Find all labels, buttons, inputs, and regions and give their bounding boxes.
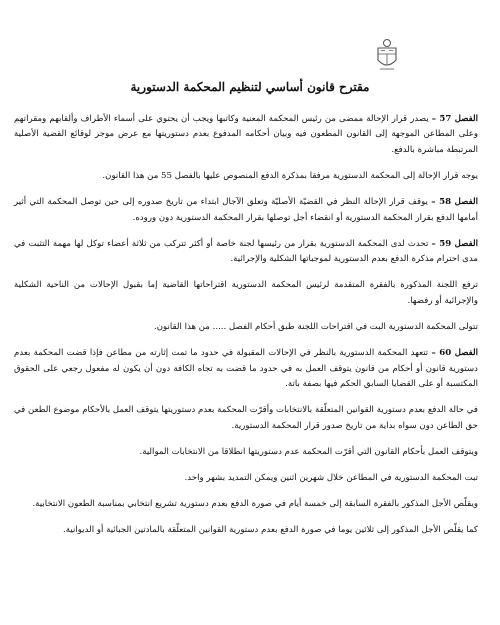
paragraph-text: يوجه قرار الإحالة إلى المحكمة الدستورية مرفقا بمذكرة الدفع المنصوص عليها بالفصل 55 من هذا القانون.: [102, 171, 478, 182]
paragraph-article-59: [14, 237, 478, 268]
document-title: مقترح قانون أساسي لتنظيم المحكمة الدستورية: [130, 80, 370, 94]
paragraph-text: تتعهد المحكمة الدستورية بالنظر في الإحالات المقبولة في حدود ما تمت إثارته من مطاعن فإذا قضت المحكمة بعدم دستورية قانون أو أحكام من قانون يتوقف العمل به في حدود ما قضت به تجاه الكافة دون أن يكون له مفعول رجعي على الحقوق المكتسبة أو على القضايا السابق الحكم فيها بصفة باتة.: [14, 348, 478, 390]
paragraph-article-60: [14, 346, 478, 392]
paragraph-text: في حالة الدفع بعدم دستورية القوانين المتعلّقة بالانتخابات وأقرّت المحكمة بعدم دستوريتها يتوقف العمل بالأحكام موضوع الطعن في حق الطاعن دون سواه بداية من تاريخ صدور قرار المحكمة الدستورية.: [14, 405, 478, 431]
paragraph-article-57: [14, 112, 478, 158]
paragraph: [14, 169, 478, 184]
article-label: الفصل 59 –: [431, 238, 478, 249]
paragraph-article-58: [14, 195, 478, 226]
paragraph-text: ترفع اللجنة المذكورة بالفقرة المتقدمة لرئيس المحكمة الدستورية اقتراحاتها القاضية إما بقبول الإحالات من الناحية الشكلية والإجرائية أو رفضها.: [14, 280, 478, 306]
paragraph-text: ويقلّص الأجل المذكور بالفقرة السابقة إلى خمسة أيام في صورة الدفع بعدم دستورية تشريع انتخابي بمناسبة الطعون الانتخابية.: [32, 499, 478, 510]
paragraph-text: تتولى المحكمة الدستورية البت في اقتراحات اللجنة طبق أحكام الفصل ..... من هذا القانون.: [154, 322, 478, 333]
paragraph-text: تبت المحكمة الدستورية في المطاعن خلال شهرين اثنين ويمكن التمديد بشهر واحد.: [184, 473, 478, 484]
article-label: الفصل 57 –: [431, 114, 479, 124]
paragraph-text: يوقف قرار الإحالة النظر في القضيّة الأصليّة وتعلق الآجال ابتداء من تاريخ صدوره إلى حين توصل المحكمة التي أثير أمامها الدفع بقرار المحكمة الدستورية أو انقضاء أجل توصلها بقرار المحكمة الدستورية دون وروده.: [14, 197, 478, 223]
article-label: الفصل 58 –: [431, 197, 478, 208]
paragraph: [14, 320, 478, 335]
document-body: [14, 112, 478, 550]
paragraph-text: كما يقلّص الأجل المذكور إلى ثلاثين يوما في صورة الدفع بعدم دستورية القوانين المتعلّقة بالمادتين الجبائية أو الديوانية.: [63, 525, 478, 536]
paragraph: [14, 497, 478, 512]
paragraph-text: يصدر قرار الإحالة ممضى من رئيس المحكمة المعنية وكاتبها ويجب أن يحتوي على أسماء الأطراف وألقابهم ومقراتهم وعلى المطاعن الموجهة إلى القانون المطعون فيه وبيان أحكامه المدفوع بعدم دستوريتها مع عرض موجز لوقائع القضية الأصلية المرتبطة مباشرة بالدفع.: [14, 114, 478, 155]
tunisia-coat-of-arms-emblem: [374, 38, 400, 72]
paragraph: [14, 403, 478, 434]
paragraph: [14, 471, 478, 486]
paragraph-text: ويتوقف العمل بأحكام القانون التي أقرّت المحكمة عدم دستوريتها انطلاقا من الانتخابات الموالية.: [139, 446, 478, 457]
paragraph-text: تحدث لدى المحكمة الدستورية بقرار من رئيسها لجنة خاصة أو أكثر تتركب من ثلاثة أعضاء توكل لها مهمة التثبت في مدى احترام مذكرة الدفع بعدم الدستورية لموجباتها الشكلية والإجرائية.: [14, 238, 478, 265]
article-label: الفصل 60 –: [431, 348, 479, 359]
paragraph: [14, 278, 478, 309]
paragraph: [14, 445, 478, 460]
paragraph: [14, 523, 478, 538]
